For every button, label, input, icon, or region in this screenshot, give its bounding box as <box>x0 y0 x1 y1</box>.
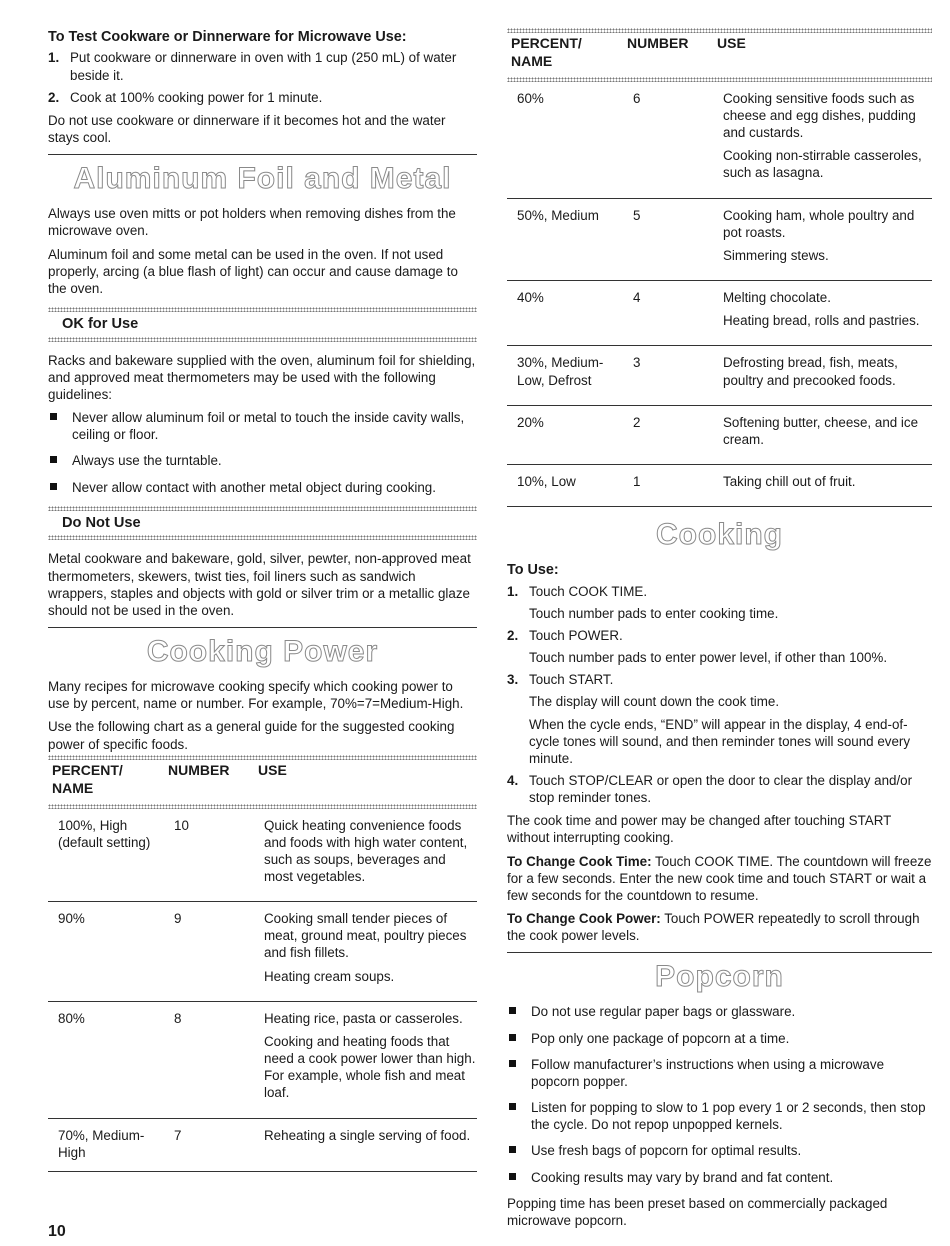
header-use: USE <box>717 35 746 51</box>
to-use-heading: To Use: <box>507 562 559 579</box>
step-number: 2. <box>507 627 519 643</box>
ok-for-use-banner <box>48 307 477 342</box>
left-column <box>48 28 477 1172</box>
step-text: Touch START. <box>529 672 614 688</box>
step-text: Cook at 100% cooking power for 1 minute. <box>70 89 323 105</box>
cell-number: 3 <box>623 346 713 405</box>
list-item-text: Always use the turntable. <box>72 453 222 469</box>
cell-use <box>254 1001 477 1118</box>
change-power-text: Touch POWER repeatedly to scroll through the cook power levels. <box>507 911 920 944</box>
list-item-text: Never allow aluminum foil or metal to touch the inside cavity walls, ceiling or floor. <box>72 410 465 443</box>
dotted-rule <box>48 535 477 540</box>
list-item <box>507 1056 932 1090</box>
cell-percent-name: 10%, Low <box>507 465 623 507</box>
header-percent-name: PERCENT/ NAME <box>511 35 582 69</box>
step-text: Touch number pads to enter cooking time. <box>529 605 779 621</box>
cooking-step <box>507 627 932 666</box>
cell-number: 1 <box>623 465 713 507</box>
cooking-power-table-left <box>48 760 477 1172</box>
cell-number: 5 <box>623 198 713 280</box>
header-percent-name: PERCENT/ NAME <box>52 761 123 796</box>
header-use: USE <box>258 761 287 778</box>
ok-for-use-label: OK for Use <box>62 316 139 332</box>
bullet-square-icon <box>50 456 57 463</box>
do-not-use-label: Do Not Use <box>62 514 141 531</box>
table-row <box>48 1001 477 1118</box>
dotted-rule <box>48 337 477 342</box>
use-text: Softening butter, cheese, and ice cream. <box>723 414 919 447</box>
bullet-square-icon <box>50 413 57 420</box>
cell-use <box>254 902 477 1002</box>
cell-use <box>254 1118 477 1171</box>
cooking-step <box>507 583 932 622</box>
test-note: Do not use cookware or dinnerware if it becomes hot and the water stays cool. <box>48 112 446 146</box>
cell-number: 8 <box>164 1001 254 1118</box>
table-row <box>507 82 932 198</box>
use-text: Cooking sensitive foods such as cheese and egg dishes, pudding and custards. <box>723 90 916 141</box>
ok-paragraph: Racks and bakeware supplied with the oven, aluminum foil for shielding, and approved meat thermometers may be used with the following guidelines: <box>48 352 476 402</box>
step-text: Touch COOK TIME. <box>529 583 648 599</box>
cell-number: 7 <box>164 1118 254 1171</box>
list-item <box>507 1169 932 1186</box>
use-text: Cooking ham, whole poultry and pot roasts. <box>723 207 915 240</box>
popcorn-note: Popping time has been preset based on commercially packaged microwave popcorn. <box>507 1195 888 1228</box>
bullet-square-icon <box>509 1007 516 1014</box>
table-row <box>507 465 932 507</box>
cooking-section-title: Cooking <box>656 518 783 552</box>
list-item-text: Cooking results may vary by brand and fat content. <box>531 1169 834 1185</box>
step-text: When the cycle ends, “END” will appear in the display, 4 end-of-cycle tones will sound, and then reminder tones will sound every minute. <box>529 716 911 766</box>
cell-percent-name: 100%, High (default setting) <box>48 809 164 902</box>
cell-number: 6 <box>623 82 713 198</box>
bullet-square-icon <box>509 1173 516 1180</box>
table-row <box>48 809 477 902</box>
list-item <box>507 1003 932 1020</box>
bullet-square-icon <box>509 1034 516 1041</box>
cooking-steps-list <box>507 583 932 807</box>
step-number: 2. <box>48 89 60 105</box>
table-row <box>507 281 932 346</box>
list-item-text: Do not use regular paper bags or glassware. <box>531 1004 796 1020</box>
cell-percent-name: 40% <box>507 281 623 346</box>
table-header-row <box>507 33 932 77</box>
table-row <box>48 902 477 1002</box>
use-text: Cooking and heating foods that need a cook power lower than high. For example, whole fish and meat loaf. <box>264 1033 476 1101</box>
cell-use <box>713 198 932 280</box>
change-time-paragraph <box>507 853 932 904</box>
change-power-label: To Change Cook Power: <box>507 911 661 927</box>
cell-number: 10 <box>164 809 254 902</box>
do-not-use-paragraph: Metal cookware and bakeware, gold, silver, pewter, non-approved meat thermometers, skewers, twist ties, foil liners such as sandwich wrappers, staples and objects with gold or silver trim or a metallic glaze should not be used in the oven. <box>48 551 471 618</box>
list-item-text: Follow manufacturer’s instructions when using a microwave popcorn popper. <box>531 1056 885 1089</box>
cooking-power-table-right <box>507 33 932 507</box>
cell-percent-name: 90% <box>48 902 164 1002</box>
test-step <box>48 49 477 83</box>
step-text: Touch number pads to enter power level, if other than 100%. <box>529 650 888 666</box>
cooking-step <box>507 671 932 767</box>
step-number: 3. <box>507 672 519 688</box>
divider <box>48 154 477 155</box>
use-text: Heating rice, pasta or casseroles. <box>264 1010 463 1026</box>
foil-paragraph: Always use oven mitts or pot holders when removing dishes from the microwave oven. <box>48 206 456 239</box>
page-number: 10 <box>48 1223 66 1240</box>
bullet-square-icon <box>509 1060 516 1067</box>
test-steps-list <box>48 49 477 105</box>
use-text: Heating cream soups. <box>264 968 395 984</box>
use-text: Melting chocolate. <box>723 290 831 306</box>
list-item <box>48 452 477 469</box>
header-number: NUMBER <box>627 35 689 51</box>
use-text: Reheating a single serving of food. <box>264 1127 471 1143</box>
foil-section-title: Aluminum Foil and Metal <box>73 162 452 196</box>
cell-percent-name: 80% <box>48 1001 164 1118</box>
table-row <box>507 346 932 405</box>
cooking-power-title: Cooking Power <box>146 635 379 669</box>
test-step <box>48 89 477 106</box>
ok-bullet-list <box>48 409 477 496</box>
cell-use <box>713 346 932 405</box>
popcorn-bullet-list <box>507 1003 932 1185</box>
power-paragraph: Many recipes for microwave cooking specify which cooking power to use by percent, name or number. For example, 70%=7=Medium-High. <box>48 679 464 712</box>
cell-use <box>713 405 932 464</box>
cooking-step <box>507 772 932 806</box>
popcorn-section-title: Popcorn <box>655 960 784 994</box>
use-text: Taking chill out of fruit. <box>723 474 856 489</box>
use-text: Cooking non-stirrable casseroles, such as lasagna. <box>723 148 922 181</box>
step-number: 1. <box>48 50 60 66</box>
cell-number: 2 <box>623 405 713 464</box>
cell-use <box>254 809 477 902</box>
change-time-label: To Change Cook Time: <box>507 853 652 869</box>
step-number: 4. <box>507 773 519 788</box>
list-item <box>507 1099 932 1133</box>
right-column <box>507 28 932 1235</box>
header-number: NUMBER <box>168 761 230 778</box>
cell-use <box>713 82 932 198</box>
step-text: The display will count down the cook time. <box>529 694 780 710</box>
list-item <box>48 409 477 443</box>
bullet-square-icon <box>50 483 57 490</box>
list-item <box>507 1030 932 1047</box>
table-row <box>48 1118 477 1171</box>
divider <box>48 627 477 628</box>
list-item-text: Listen for popping to slow to 1 pop every 1 or 2 seconds, then stop the cycle. Do not repop unpopped kernels. <box>531 1100 926 1133</box>
step-text: Put cookware or dinnerware in oven with 1 cup (250 mL) of water beside it. <box>70 50 457 83</box>
step-text: Touch POWER. <box>529 627 623 643</box>
use-text: Heating bread, rolls and pastries. <box>723 313 920 329</box>
bullet-square-icon <box>509 1103 516 1110</box>
step-number: 1. <box>507 583 519 599</box>
change-time-text: Touch COOK TIME. The countdown will freeze for a few seconds. Enter the new cook time and touch START or wait a few seconds for the countdown to resume. <box>507 853 932 903</box>
table-row <box>507 405 932 464</box>
bullet-square-icon <box>509 1146 516 1153</box>
divider <box>507 952 932 953</box>
cell-percent-name: 60% <box>507 82 623 198</box>
change-power-paragraph <box>507 910 932 944</box>
cell-use <box>713 465 932 507</box>
test-cookware-heading: To Test Cookware or Dinnerware for Microwave Use: <box>48 29 407 45</box>
cell-use <box>713 281 932 346</box>
list-item <box>507 1142 932 1159</box>
use-text: Cooking small tender pieces of meat, ground meat, poultry pieces and fish fillets. <box>264 911 467 961</box>
use-text: Quick heating convenience foods and foods with high water content, such as soups, beverages and most vegetables. <box>264 817 468 884</box>
list-item-text: Pop only one package of popcorn at a time. <box>531 1030 790 1046</box>
cell-percent-name: 20% <box>507 405 623 464</box>
step-text: Touch STOP/CLEAR or open the door to clear the display and/or stop reminder tones. <box>529 773 913 806</box>
use-text: Simmering stews. <box>723 247 829 263</box>
list-item-text: Never allow contact with another metal object during cooking. <box>72 479 436 495</box>
foil-paragraph: Aluminum foil and some metal can be used in the oven. If not used properly, arcing (a blue flash of light) can occur and cause damage to the oven. <box>48 246 458 296</box>
power-paragraph: Use the following chart as a general guide for the suggested cooking power of specific foods. <box>48 719 455 752</box>
list-item-text: Use fresh bags of popcorn for optimal results. <box>531 1143 802 1159</box>
use-text: Defrosting bread, fish, meats, poultry and precooked foods. <box>723 355 898 388</box>
table-header-row <box>48 760 477 804</box>
cell-number: 9 <box>164 902 254 1002</box>
list-item <box>48 479 477 496</box>
table-row <box>507 198 932 280</box>
do-not-use-banner <box>48 506 477 541</box>
cell-percent-name: 70%, Medium-High <box>48 1118 164 1171</box>
cell-percent-name: 50%, Medium <box>507 198 623 280</box>
cell-percent-name: 30%, Medium-Low, Defrost <box>507 346 623 405</box>
cell-number: 4 <box>623 281 713 346</box>
change-note: The cook time and power may be changed after touching START without interrupting cooking. <box>507 813 892 846</box>
